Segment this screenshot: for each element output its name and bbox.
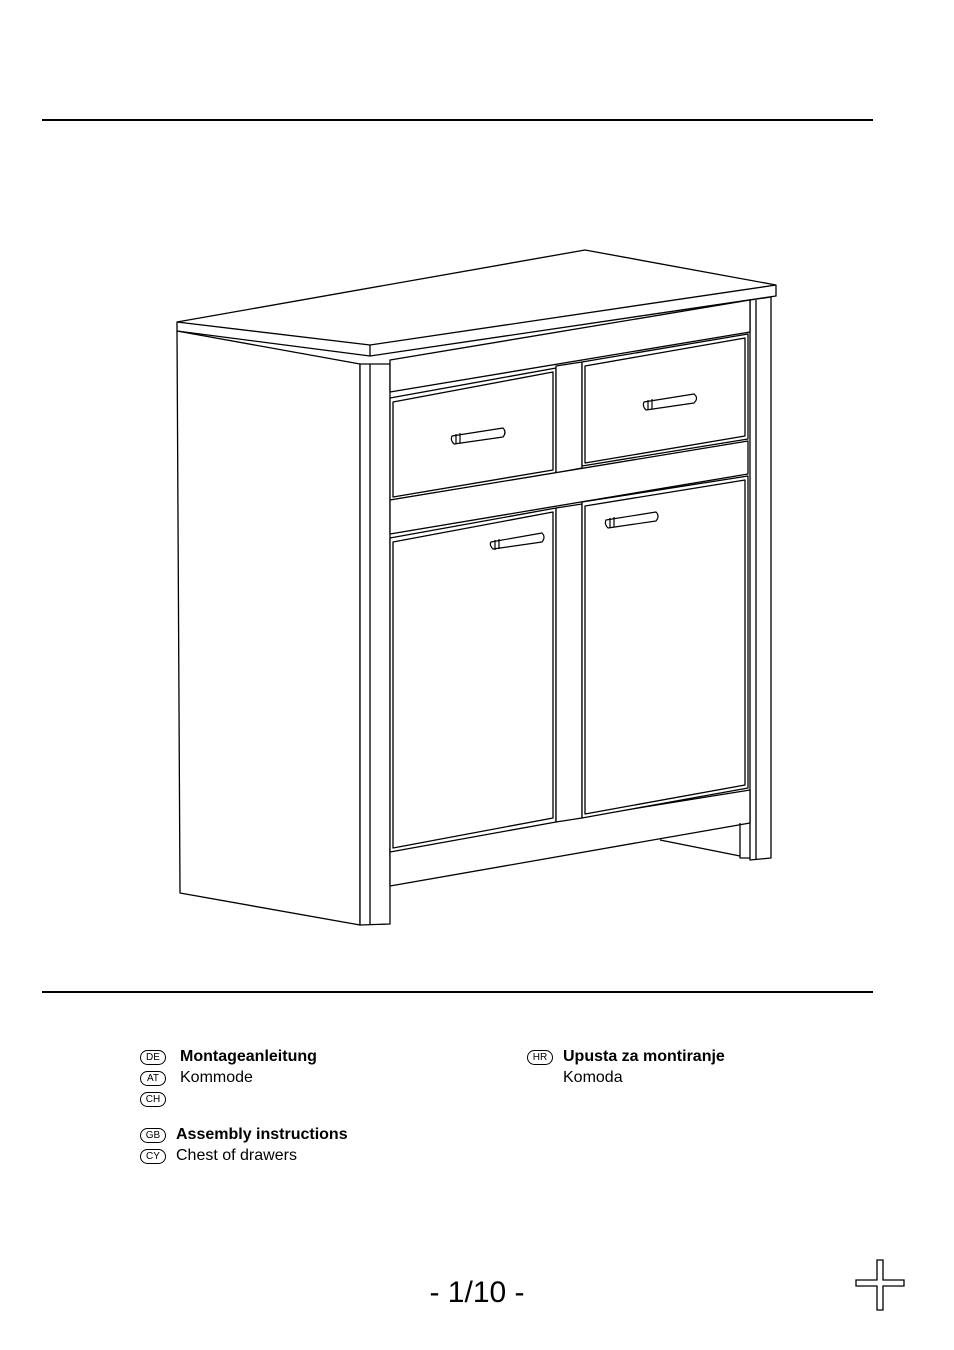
lang-row-cy	[140, 1145, 297, 1167]
lang-row-gb	[140, 1124, 348, 1146]
product-name-de: Kommode	[180, 1069, 253, 1086]
assembly-title-de: Montageanleitung	[180, 1048, 317, 1065]
lang-row-hr	[527, 1046, 725, 1068]
lang-row-hr-product	[527, 1067, 623, 1089]
registration-cross-icon	[852, 1258, 908, 1314]
top-rule	[42, 119, 873, 121]
bottom-rule	[42, 991, 873, 993]
assembly-title-hr: Upusta za montiranje	[563, 1048, 725, 1065]
country-badge-cy: CY	[140, 1149, 166, 1164]
country-badge-de: DE	[140, 1050, 166, 1065]
country-badge-hr: HR	[527, 1050, 553, 1065]
assembly-title-gb: Assembly instructions	[176, 1126, 348, 1143]
country-badge-ch: CH	[140, 1092, 166, 1107]
lang-row-at	[140, 1067, 253, 1089]
country-badge-at: AT	[140, 1071, 166, 1086]
product-name-hr: Komoda	[563, 1069, 623, 1086]
page-number: - 1/10 -	[429, 1276, 525, 1309]
lang-row-ch	[140, 1088, 166, 1110]
product-name-gb: Chest of drawers	[176, 1147, 297, 1164]
chest-of-drawers-illustration	[150, 240, 800, 940]
lang-row-de	[140, 1046, 317, 1068]
country-badge-gb: GB	[140, 1128, 166, 1143]
